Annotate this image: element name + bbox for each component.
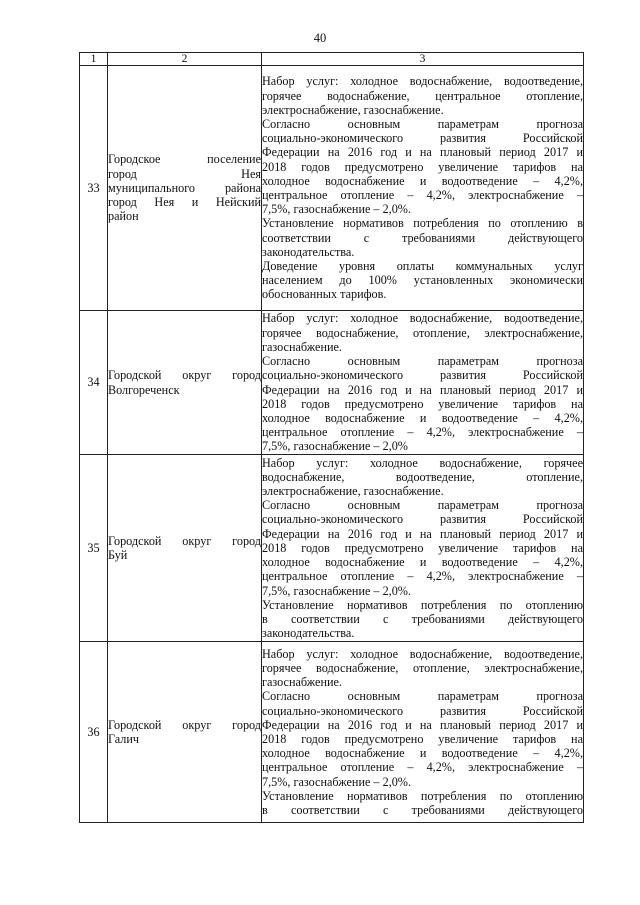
- description-line: 7,5%, газоснабжение – 2,0%.: [262, 774, 412, 789]
- description-line: Набор услуг: холодное водоснабжение, водоотведение,: [262, 74, 583, 89]
- description-line: соответствии с требованиями действующего: [262, 230, 583, 245]
- description-paragraph: [262, 311, 583, 354]
- description-line: населением до 100% установленных экономически: [262, 273, 583, 288]
- description-line: социально-экономического развития Российской: [262, 703, 583, 718]
- description-line: социально-экономического развития Российской: [262, 368, 583, 383]
- description-paragraph: [262, 498, 583, 597]
- description-line: газоснабжение.: [262, 675, 342, 690]
- description-line: социально-экономического развития Российской: [262, 512, 583, 527]
- municipality-name-line: район: [108, 209, 139, 224]
- description-line: электроснабжение, газоснабжение.: [262, 484, 444, 499]
- table-header-row: [80, 53, 584, 66]
- description-paragraph: [262, 456, 583, 499]
- row-number: 35: [80, 455, 108, 642]
- municipality-name-line: Галич: [108, 732, 139, 746]
- description-line: Набор услуг: холодное водоснабжение, водоотведение,: [262, 311, 583, 326]
- description-line: в соответствии с требованиями действующего: [262, 803, 583, 818]
- description-line: 2018 годов предусмотрено увеличение тарифов на: [262, 396, 583, 411]
- row-number: 36: [80, 642, 108, 823]
- municipality-name-line: Волгореченск: [108, 382, 180, 397]
- page-number: 40: [313, 31, 327, 45]
- municipality-name-line: Городское поселение: [108, 152, 261, 167]
- services-description: [262, 642, 584, 823]
- description-line: законодательства.: [262, 244, 355, 259]
- description-line: 2018 годов предусмотрено увеличение тарифов на: [262, 159, 583, 174]
- description-paragraph: [262, 689, 583, 788]
- municipality-name-line: Городской округ город: [108, 533, 261, 548]
- municipality-name-line: Городской округ город: [108, 368, 261, 383]
- services-table: [79, 52, 584, 823]
- municipality-name-line: город Нея и Нейский: [108, 195, 261, 210]
- header-col-1: 1: [80, 53, 108, 66]
- description-line: электроснабжение, газоснабжение.: [262, 102, 444, 117]
- description-line: центральное отопление – 4,2%, электроснабжение –: [262, 188, 583, 202]
- description-paragraph: [262, 354, 583, 453]
- description-line: Согласно основным параметрам прогноза: [262, 116, 583, 131]
- description-line: Набор услуг: холодное водоснабжение, горячее: [262, 455, 583, 470]
- description-line: центральное отопление – 4,2%, электроснабжение –: [262, 760, 583, 775]
- table-row: [80, 311, 584, 455]
- description-paragraph: [262, 259, 583, 302]
- municipality-name-line: муниципального района: [108, 180, 261, 195]
- description-line: холодное водоснабжение и водоотведение – 4,2%,: [262, 555, 583, 570]
- description-line: Установление нормативов потребления по отоплению в: [262, 216, 583, 231]
- municipality-name: [108, 66, 262, 311]
- description-paragraph: [262, 789, 583, 817]
- description-line: 7,5%, газоснабжение – 2,0%.: [262, 202, 412, 217]
- municipality-name: [108, 311, 262, 455]
- description-line: законодательства.: [262, 626, 355, 641]
- services-description: [262, 455, 584, 642]
- description-paragraph: [262, 216, 583, 259]
- description-line: Набор услуг: холодное водоснабжение, водоотведение,: [262, 646, 583, 661]
- table-row: [80, 66, 584, 311]
- description-line: Федерации на 2016 год и на плановый период 2017 и: [262, 382, 583, 397]
- description-paragraph: [262, 74, 583, 117]
- description-line: холодное водоснабжение и водоотведение – 4,2%,: [262, 746, 583, 761]
- municipality-name: [108, 642, 262, 823]
- description-line: газоснабжение.: [262, 339, 342, 354]
- description-line: Федерации на 2016 год и на плановый период 2017 и: [262, 717, 583, 732]
- description-paragraph: [262, 117, 583, 216]
- municipality-name-line: город Нея: [108, 166, 261, 181]
- description-line: водоснабжение, водоотведение, отопление,: [262, 469, 583, 484]
- description-line: Согласно основным параметрам прогноза: [262, 498, 583, 513]
- description-line: Установление нормативов потребления по отоплению: [262, 597, 583, 612]
- description-line: 7,5%, газоснабжение – 2,0%.: [262, 583, 412, 598]
- description-line: горячее водоснабжение, центральное отопление,: [262, 88, 583, 103]
- description-line: холодное водоснабжение и водоотведение – 4,2%,: [262, 410, 583, 425]
- header-col-2: 2: [108, 53, 262, 66]
- description-line: центральное отопление – 4,2%, электроснабжение –: [262, 425, 583, 440]
- description-line: Федерации на 2016 год и на плановый период 2017 и: [262, 145, 583, 160]
- description-line: 7,5%, газоснабжение – 2,0%: [262, 439, 408, 454]
- description-paragraph: [262, 598, 583, 641]
- description-line: холодное водоснабжение и водоотведение – 4,2%,: [262, 173, 583, 188]
- description-line: горячее водоснабжение, отопление, электроснабжение,: [262, 660, 583, 675]
- table-row: [80, 642, 584, 823]
- table-row: [80, 455, 584, 642]
- description-line: социально-экономического развития Российской: [262, 131, 583, 146]
- municipality-name: [108, 455, 262, 642]
- description-line: 2018 годов предусмотрено увеличение тарифов на: [262, 732, 583, 746]
- description-line: горячее водоснабжение, отопление, электроснабжение,: [262, 325, 583, 340]
- description-line: Доведение уровня оплаты коммунальных услуг: [262, 259, 583, 274]
- description-line: 2018 годов предусмотрено увеличение тарифов на: [262, 540, 583, 555]
- description-line: в соответствии с требованиями действующего: [262, 611, 583, 626]
- row-number: 33: [80, 66, 108, 311]
- description-line: Федерации на 2016 год и на плановый период 2017 и: [262, 526, 583, 541]
- description-line: обоснованных тарифов.: [262, 287, 387, 302]
- description-line: Согласно основным параметрам прогноза: [262, 689, 583, 704]
- description-line: центральное отопление – 4,2%, электроснабжение –: [262, 569, 583, 584]
- description-line: Согласно основным параметрам прогноза: [262, 354, 583, 369]
- services-description: [262, 66, 584, 311]
- municipality-name-line: Буй: [108, 548, 128, 562]
- row-number: 34: [80, 311, 108, 455]
- services-description: [262, 311, 584, 455]
- header-col-3: 3: [262, 53, 584, 66]
- description-paragraph: [262, 647, 583, 690]
- municipality-name-line: Городской округ город: [108, 717, 261, 732]
- description-line: Установление нормативов потребления по отоплению: [262, 788, 583, 803]
